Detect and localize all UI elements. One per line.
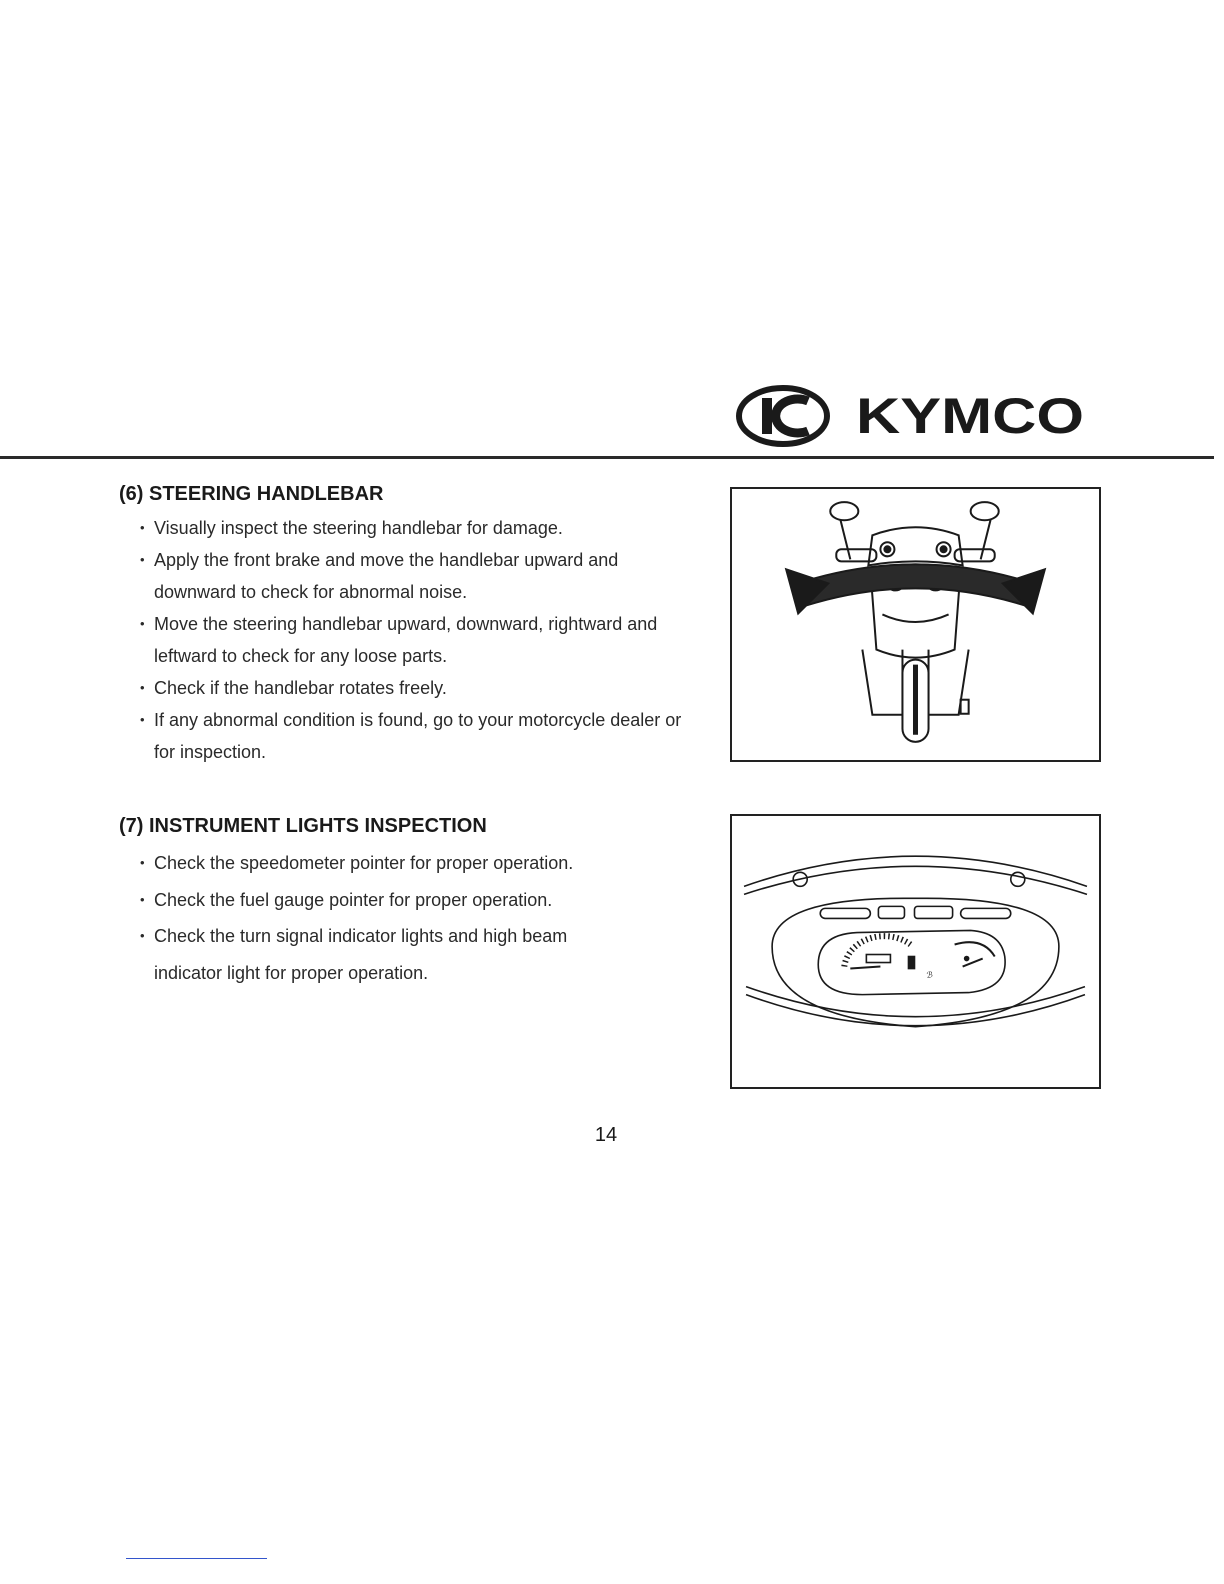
bullet-item: • Check if the handlebar rotates freely. (140, 672, 700, 704)
bullet-item: • Visually inspect the steering handlebar for damage. (140, 512, 700, 544)
steering-handlebar-bullet-list (140, 512, 700, 768)
bullet-item: • Check the turn signal indicator lights and high beam indicator light for proper operation. (140, 918, 634, 991)
svg-text:ℬ: ℬ (926, 970, 933, 980)
footer-link-underline[interactable] (126, 1558, 267, 1559)
section-title-steering-handlebar: (6) STEERING HANDLEBAR (119, 483, 384, 505)
kymco-logo (736, 384, 1086, 448)
section-title-instrument-lights: (7) INSTRUMENT LIGHTS INSPECTION (119, 815, 487, 837)
header-divider (0, 456, 1214, 459)
bullet-item: • Check the fuel gauge pointer for proper operation. (140, 882, 700, 919)
bullet-item: • Move the steering handlebar upward, downward, rightward and leftward to check for any loose parts. (140, 608, 700, 672)
instrument-lights-bullet-list (140, 845, 700, 991)
instrument-panel-illustration (730, 814, 1101, 1089)
brand-wordmark: KYMCO (856, 388, 1084, 444)
bullet-item: • Check the speedometer pointer for proper operation. (140, 845, 700, 882)
bullet-item: • Apply the front brake and move the handlebar upward and downward to check for abnormal noise. (140, 544, 700, 608)
bullet-item: • If any abnormal condition is found, go to your motorcycle dealer or for inspection. (140, 704, 700, 768)
page-number: 14 (594, 1124, 618, 1146)
steering-handlebar-illustration (730, 487, 1101, 762)
